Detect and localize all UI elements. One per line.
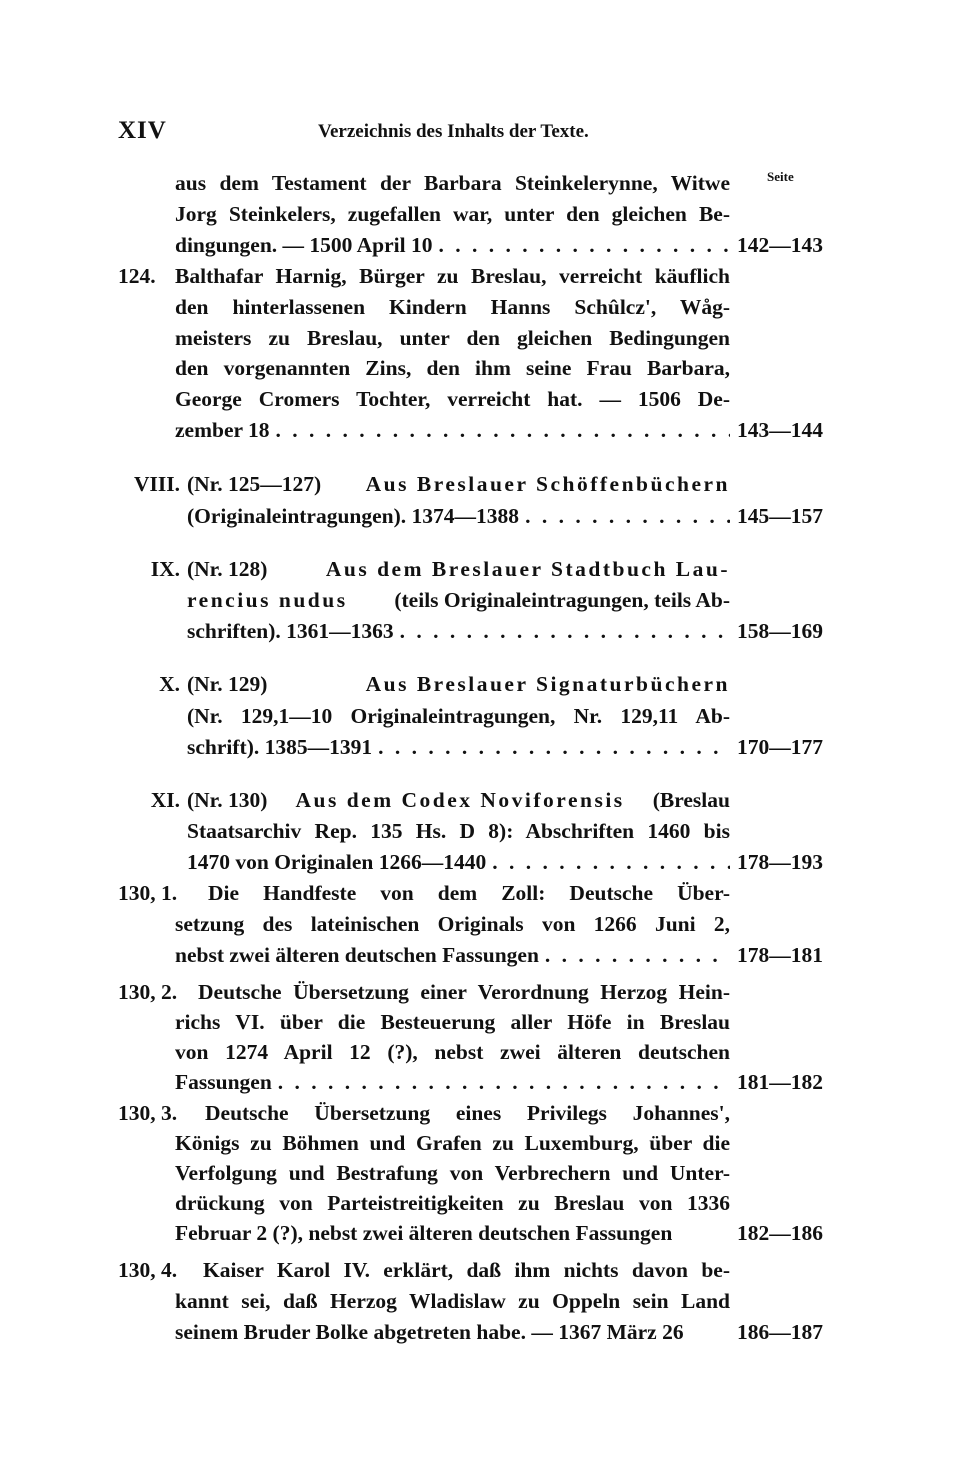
- entry-leader-row: [187, 846, 730, 878]
- entry-number: 124.: [118, 264, 156, 288]
- entry-leader-row: [175, 1066, 730, 1098]
- dot-leader: [394, 615, 730, 647]
- entry-text-line: seinem Bruder Bolke abgetreten habe. — 1367 März 26: [175, 1320, 684, 1344]
- dot-leader: [486, 846, 730, 878]
- entry-text-line: schrift). 1385—1391: [187, 735, 373, 759]
- section-ref: (Nr. 125—127): [187, 472, 322, 496]
- entry-text-line: den vorgenannten Zins, den ihm seine Frau Barbara,: [175, 356, 730, 380]
- entry-number: 130, 3.: [118, 1101, 178, 1125]
- section-title: Aus dem Codex Noviforensis: [295, 788, 625, 812]
- page-range: 143—144: [737, 418, 823, 442]
- entry-text-line: Verfolgung und Bestrafung von Verbrechern und Unter-: [175, 1161, 730, 1185]
- section-title-line: [187, 553, 730, 585]
- entry-number: 130, 1.: [118, 881, 178, 905]
- page-range: 182—186: [737, 1221, 823, 1245]
- entry-text-line: 1470 von Originalen 1266—1440: [187, 850, 487, 874]
- page-range: 145—157: [737, 504, 823, 528]
- entry-text-line: setzung des lateinischen Originals von 1266 Juni 2,: [175, 912, 730, 936]
- section-ref: (Nr. 130): [187, 788, 268, 812]
- dot-leader: [272, 1066, 730, 1098]
- page-range: 170—177: [737, 735, 823, 759]
- section-title-line: [187, 468, 730, 500]
- page-range: 181—182: [737, 1070, 823, 1094]
- entry-text-line: George Cromers Tochter, verreicht hat. — 1506 De-: [175, 387, 730, 411]
- page-range: 158—169: [737, 619, 823, 643]
- entry-text-line: Deutsche Übersetzung eines Privilegs Johannes',: [205, 1101, 730, 1125]
- page-range: 178—181: [737, 943, 823, 967]
- entry-leader-row: [187, 615, 730, 647]
- entry-text-line: kannt sei, daß Herzog Wladislaw zu Oppeln sein Land: [175, 1289, 730, 1313]
- section-ref: (Nr. 128): [187, 557, 268, 581]
- entry-leader-row: [175, 229, 730, 261]
- section-number: XI.: [150, 788, 180, 812]
- entry-text-line: zember 18: [175, 418, 270, 442]
- entry-text-line: von 1274 April 12 (?), nebst zwei älteren deutschen: [175, 1040, 730, 1064]
- section-title: rencius nudus: [187, 588, 348, 612]
- page-column-label: Seite: [767, 169, 794, 184]
- section-title-line: [187, 668, 730, 700]
- entry-leader-row: [175, 939, 730, 971]
- entry-text-line: den hinterlassenen Kindern Hanns Schûlcz', Wåg-: [175, 295, 730, 319]
- entry-text-line: schriften). 1361—1363: [187, 619, 394, 643]
- entry-text-line: drückung von Parteistreitigkeiten zu Breslau von 1336: [175, 1191, 730, 1215]
- dot-leader: [519, 500, 730, 532]
- section-ref: (Nr. 129): [187, 672, 268, 696]
- entry-leader-row: [187, 500, 730, 532]
- dot-leader: [539, 939, 730, 971]
- section-title-line: [187, 784, 730, 816]
- section-title: Aus Breslauer Schöffenbüchern: [365, 472, 730, 496]
- dot-leader: [372, 731, 730, 763]
- entry-text-line: nebst zwei älteren deutschen Fassungen: [175, 943, 539, 967]
- section-title: Aus Breslauer Signaturbüchern: [365, 672, 730, 696]
- entry-text-line: Kaiser Karol IV. erklärt, daß ihm nichts davon be-: [203, 1258, 730, 1282]
- entry-leader-row: [187, 731, 730, 763]
- entry-text-line: Königs zu Böhmen und Grafen zu Luxemburg, über die: [175, 1131, 730, 1155]
- entry-text-line: (teils Originaleintragungen, teils Ab-: [394, 588, 730, 612]
- entry-text-line: (Originaleintragungen). 1374—1388: [187, 504, 520, 528]
- section-number: X.: [159, 672, 180, 696]
- entry-number: 130, 4.: [118, 1258, 178, 1282]
- entry-text-line: (Breslau: [652, 788, 730, 812]
- dot-leader: [270, 414, 730, 446]
- entry-text-line: Deutsche Übersetzung einer Verordnung Herzog Hein-: [198, 980, 730, 1004]
- section-title-line: [187, 584, 730, 616]
- section-title: Aus dem Breslauer Stadtbuch Lau-: [325, 557, 730, 581]
- entry-text-line: richs VI. über die Besteuerung aller Höfe in Breslau: [175, 1010, 730, 1034]
- entry-text-line: Fassungen: [175, 1070, 272, 1094]
- entry-text-line: Die Handfeste von dem Zoll: Deutsche Über-: [208, 881, 730, 905]
- entry-text-line: dingungen. — 1500 April 10: [175, 233, 433, 257]
- running-title: Verzeichnis des Inhalts der Texte.: [318, 121, 589, 142]
- section-number: IX.: [150, 557, 180, 581]
- entry-number: 130, 2.: [118, 980, 178, 1004]
- page-range: 142—143: [737, 233, 823, 257]
- page-range: 186—187: [737, 1320, 823, 1344]
- dot-leader: [432, 229, 730, 261]
- entry-leader-row: [175, 414, 730, 446]
- entry-text-line: Staatsarchiv Rep. 135 Hs. D 8): Abschriften 1460 bis: [187, 819, 730, 843]
- entry-text-line: Balthafar Harnig, Bürger zu Breslau, verreicht käuflich: [175, 264, 730, 288]
- entry-text-line: (Nr. 129,1—10 Originaleintragungen, Nr. 129,11 Ab-: [187, 704, 730, 728]
- page-number: XIV: [118, 117, 167, 144]
- page-header: [118, 117, 838, 147]
- entry-text-line: aus dem Testament der Barbara Steinkelerynne, Witwe: [175, 171, 730, 195]
- entry-text-line: Februar 2 (?), nebst zwei älteren deutschen Fassungen: [175, 1221, 673, 1245]
- entry-text-line: Jorg Steinkelers, zugefallen war, unter den gleichen Be-: [175, 202, 730, 226]
- page-range: 178—193: [737, 850, 823, 874]
- entry-text-line: meisters zu Breslau, unter den gleichen Bedingungen: [175, 326, 730, 350]
- section-number: VIII.: [133, 472, 180, 496]
